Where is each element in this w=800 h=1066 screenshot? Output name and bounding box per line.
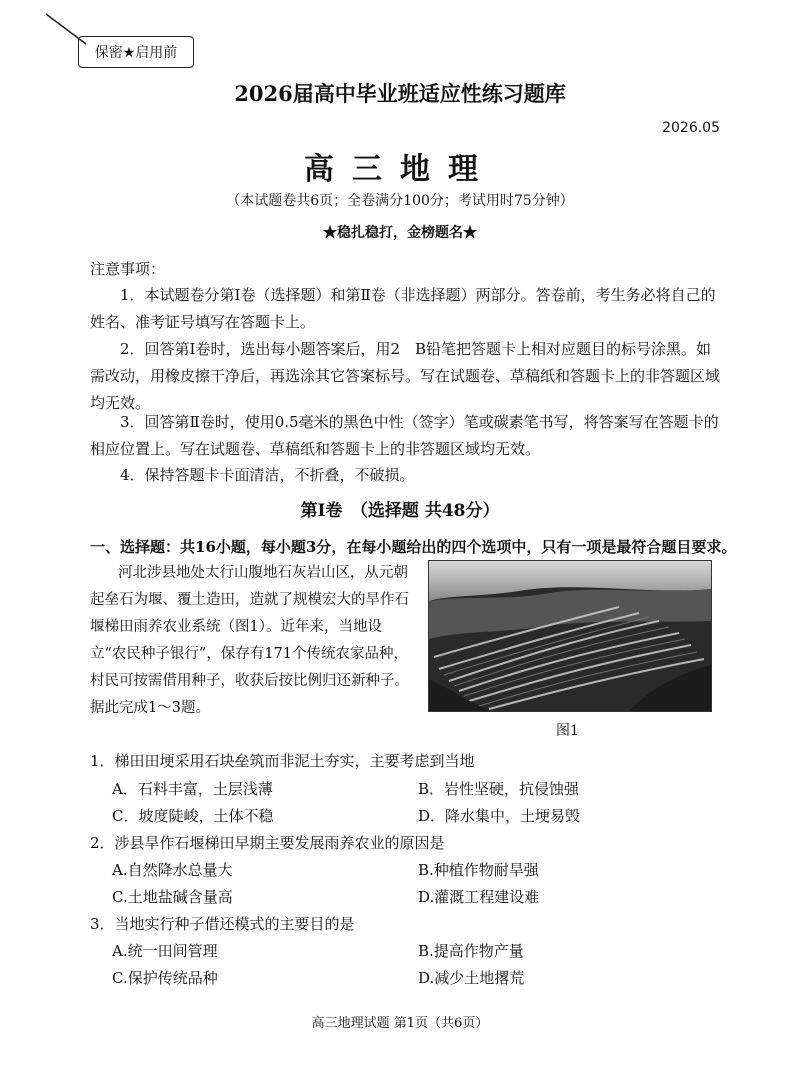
- secret-label: 保密★启用前: [78, 36, 194, 68]
- question-option: B.种植作物耐旱强: [418, 861, 539, 879]
- exam-title: 2026届高中毕业班适应性练习题库: [234, 81, 566, 106]
- question-option: A.统一田间管理: [112, 942, 218, 960]
- question-option: C.土地盐碱含量高: [112, 888, 233, 906]
- notice-heading: 注意事项：: [90, 260, 166, 278]
- notice-item: 2．回答第Ⅰ卷时，选出每小题答案后，用2 B铅笔把答题卡上相对应题目的标号涂黑。如需改动，用橡皮擦干净后，再选涂其它答案标号。写在试题卷、草稿纸和答题卡上的非答题区域均无效。: [90, 340, 721, 412]
- subject-title: 高三地理: [304, 152, 496, 187]
- motto: ★稳扎稳打，金榜题名★: [323, 225, 477, 241]
- notice-item: 4．保持答题卡卡面清洁，不折叠，不破损。: [120, 466, 415, 484]
- exam-subtitle: （本试题卷共6页；全卷满分100分；考试用时75分钟）: [226, 193, 574, 209]
- notice-item: 1．本试题卷分第Ⅰ卷（选择题）和第Ⅱ卷（非选择题）两部分。答卷前，考生务必将自己的姓名、准考证号填写在答题卡上。: [90, 286, 716, 331]
- question-stem: 2．涉县旱作石堰梯田早期主要发展雨养农业的原因是: [90, 834, 445, 852]
- question-option: B.提高作物产量: [418, 942, 524, 960]
- section-instruction: 一、选择题：共16小题，每小题3分，在每小题给出的四个选项中，只有一项是最符合题目要求。: [90, 538, 737, 556]
- question-option: C.保护传统品种: [112, 969, 218, 987]
- question-option: D.减少土地撂荒: [418, 969, 525, 987]
- question-option: D.灌溉工程建设难: [418, 888, 540, 906]
- figure-caption: 图1: [556, 723, 579, 739]
- question-option: D．降水集中，土埂易毁: [418, 807, 581, 825]
- terrace-photo: [428, 560, 712, 712]
- question-option: B．岩性坚硬，抗侵蚀强: [418, 780, 580, 798]
- passage-text: 河北涉县地处太行山腹地石灰岩山区，从元朝起垒石为堰、覆土造田，造就了规模宏大的旱作石堰梯田雨养农业系统（图1）。近年来，当地设立“农民种子银行”，保存有171个传统农家品种，村民可按需借用种子，收获后按比例归还新种子。据此完成1～3题。: [90, 565, 409, 716]
- question-stem: 3．当地实行种子借还模式的主要目的是: [90, 915, 355, 933]
- question-option: C．坡度陡峻，土体不稳: [112, 807, 274, 825]
- question-option: A.自然降水总量大: [112, 861, 233, 879]
- page-footer: 高三地理试题 第1页（共6页）: [311, 1016, 489, 1031]
- question-stem: 1．梯田田埂采用石块垒筑而非泥土夯实，主要考虑到当地: [90, 752, 475, 770]
- question-option: A．石料丰富，土层浅薄: [112, 780, 273, 798]
- notice-item: 3．回答第Ⅱ卷时，使用0.5毫米的黑色中性（签字）笔或碳素笔书写，将答案写在答题卡的相应位置上。写在试题卷、草稿纸和答题卡上的非答题区域均无效。: [90, 413, 719, 458]
- section-title: 第Ⅰ卷 （选择题 共48分）: [300, 501, 500, 521]
- exam-date: 2026.05: [662, 120, 720, 136]
